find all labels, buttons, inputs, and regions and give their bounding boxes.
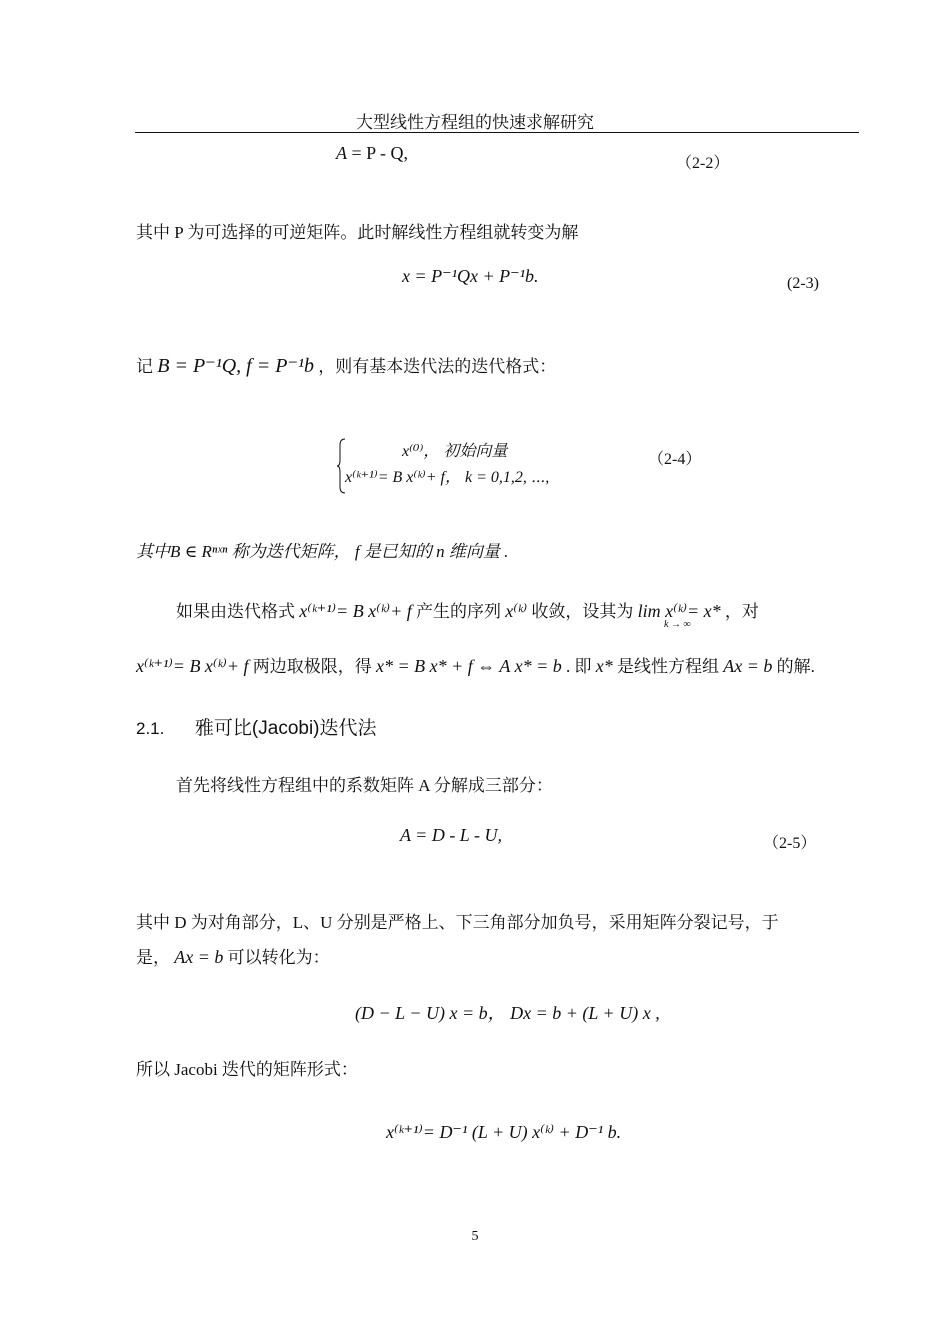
- paragraph-invertible: 其中 P 为可选择的可逆矩阵。此时解线性方程组就转变为解: [136, 223, 579, 242]
- running-header-title: 大型线性方程组的快速求解研究: [356, 113, 594, 132]
- convergence-part4: ，对: [724, 602, 759, 621]
- notation-prefix: 记: [136, 357, 153, 376]
- equation-2-5-number: （2-5）: [763, 835, 817, 852]
- split-line2-formula: Ax = b: [174, 947, 224, 967]
- limit-part1: 两边取极限，得: [252, 657, 372, 676]
- convergence-part3: 收敛，设其为: [531, 602, 634, 621]
- limit-part4: 的解.: [776, 657, 815, 676]
- equation-2-3: [402, 266, 539, 287]
- iteration-matrix-text: 其中B ∈ Rⁿˣⁿ 称为迭代矩阵， f 是已知的 n 维向量 .: [136, 542, 509, 561]
- limit-part2: . 即: [565, 657, 592, 676]
- header-rule: [135, 132, 859, 133]
- equation-split-formula: (D − L − U) x = b， Dx = b + (L + U) x ,: [355, 1003, 660, 1023]
- paragraph-decompose: 首先将线性方程组中的系数矩阵 A 分解成三部分：: [176, 776, 553, 795]
- equation-2-2: [336, 143, 408, 164]
- limit-subscript-text: k → ∞: [664, 619, 691, 630]
- limit-formula2: x* = B x* + f ⇔ A x* = b: [375, 656, 562, 676]
- limit-formula1: x⁽ᵏ⁺¹⁾= B x⁽ᵏ⁾+ f: [136, 656, 249, 676]
- convergence-formula1: x⁽ᵏ⁺¹⁾= B x⁽ᵏ⁾+ f: [299, 601, 412, 621]
- limit-part3: 是线性方程组: [616, 657, 719, 676]
- paragraph-iteration-matrix: [136, 537, 508, 562]
- notation-formula: B = P⁻¹Q, f = P⁻¹b: [157, 355, 314, 377]
- page-number: 5: [471, 1229, 479, 1244]
- paragraph-split-line2: [136, 943, 330, 968]
- equation-2-5: [400, 825, 502, 846]
- equation-2-2-number: （2-2）: [676, 155, 730, 172]
- equation-2-4-line1-text: x⁽⁰⁾， 初始向量: [402, 443, 508, 460]
- equation-2-3-number: (2-3): [787, 275, 819, 292]
- split-line2-suffix: 可以转化为：: [227, 948, 330, 967]
- equation-2-4-line1: [402, 440, 507, 464]
- equation-split: [355, 999, 660, 1025]
- limit-formula3: x*: [595, 656, 613, 676]
- equation-2-5-formula: A = D - L - U,: [400, 825, 502, 845]
- split-line2-prefix: 是，: [136, 948, 170, 967]
- equation-jacobi: [386, 1122, 621, 1143]
- equation-2-4-line2: [345, 466, 549, 490]
- convergence-formula2: x⁽ᵏ⁾: [505, 601, 528, 621]
- paragraph-limit: [136, 652, 815, 677]
- equation-2-4-number: （2-4）: [648, 451, 702, 468]
- paragraph-split-line1: 其中 D 为对角部分，L、U 分别是严格上、下三角部分加负号，采用矩阵分裂记号，于: [136, 913, 779, 932]
- limit-formula4: Ax = b: [723, 656, 773, 676]
- notation-suffix: ，则有基本迭代法的迭代格式：: [318, 357, 557, 376]
- equation-2-3-formula: x = P⁻¹Qx + P⁻¹b.: [402, 266, 539, 286]
- section-heading: [136, 713, 377, 740]
- limit-subscript: [664, 619, 691, 630]
- convergence-part2: 产生的序列: [415, 602, 501, 621]
- section-title: 雅可比(Jacobi)迭代法: [194, 718, 377, 739]
- convergence-limit: lim x⁽ᵏ⁾= x*: [637, 601, 721, 621]
- section-number: 2.1.: [136, 719, 165, 738]
- paragraph-notation: [136, 352, 556, 378]
- equation-2-4-line2-text: x⁽ᵏ⁺¹⁾= B x⁽ᵏ⁾+ f， k = 0,1,2, ⋯,: [345, 469, 550, 486]
- equation-2-2-lhs: A: [336, 143, 347, 163]
- paragraph-jacobi-form: 所以 Jacobi 迭代的矩阵形式：: [136, 1060, 358, 1079]
- convergence-part1: 如果由迭代格式: [176, 602, 295, 621]
- equation-2-2-rhs: = P - Q,: [351, 143, 408, 163]
- equation-jacobi-formula: x⁽ᵏ⁺¹⁾= D⁻¹ (L + U) x⁽ᵏ⁾ + D⁻¹ b.: [386, 1122, 622, 1142]
